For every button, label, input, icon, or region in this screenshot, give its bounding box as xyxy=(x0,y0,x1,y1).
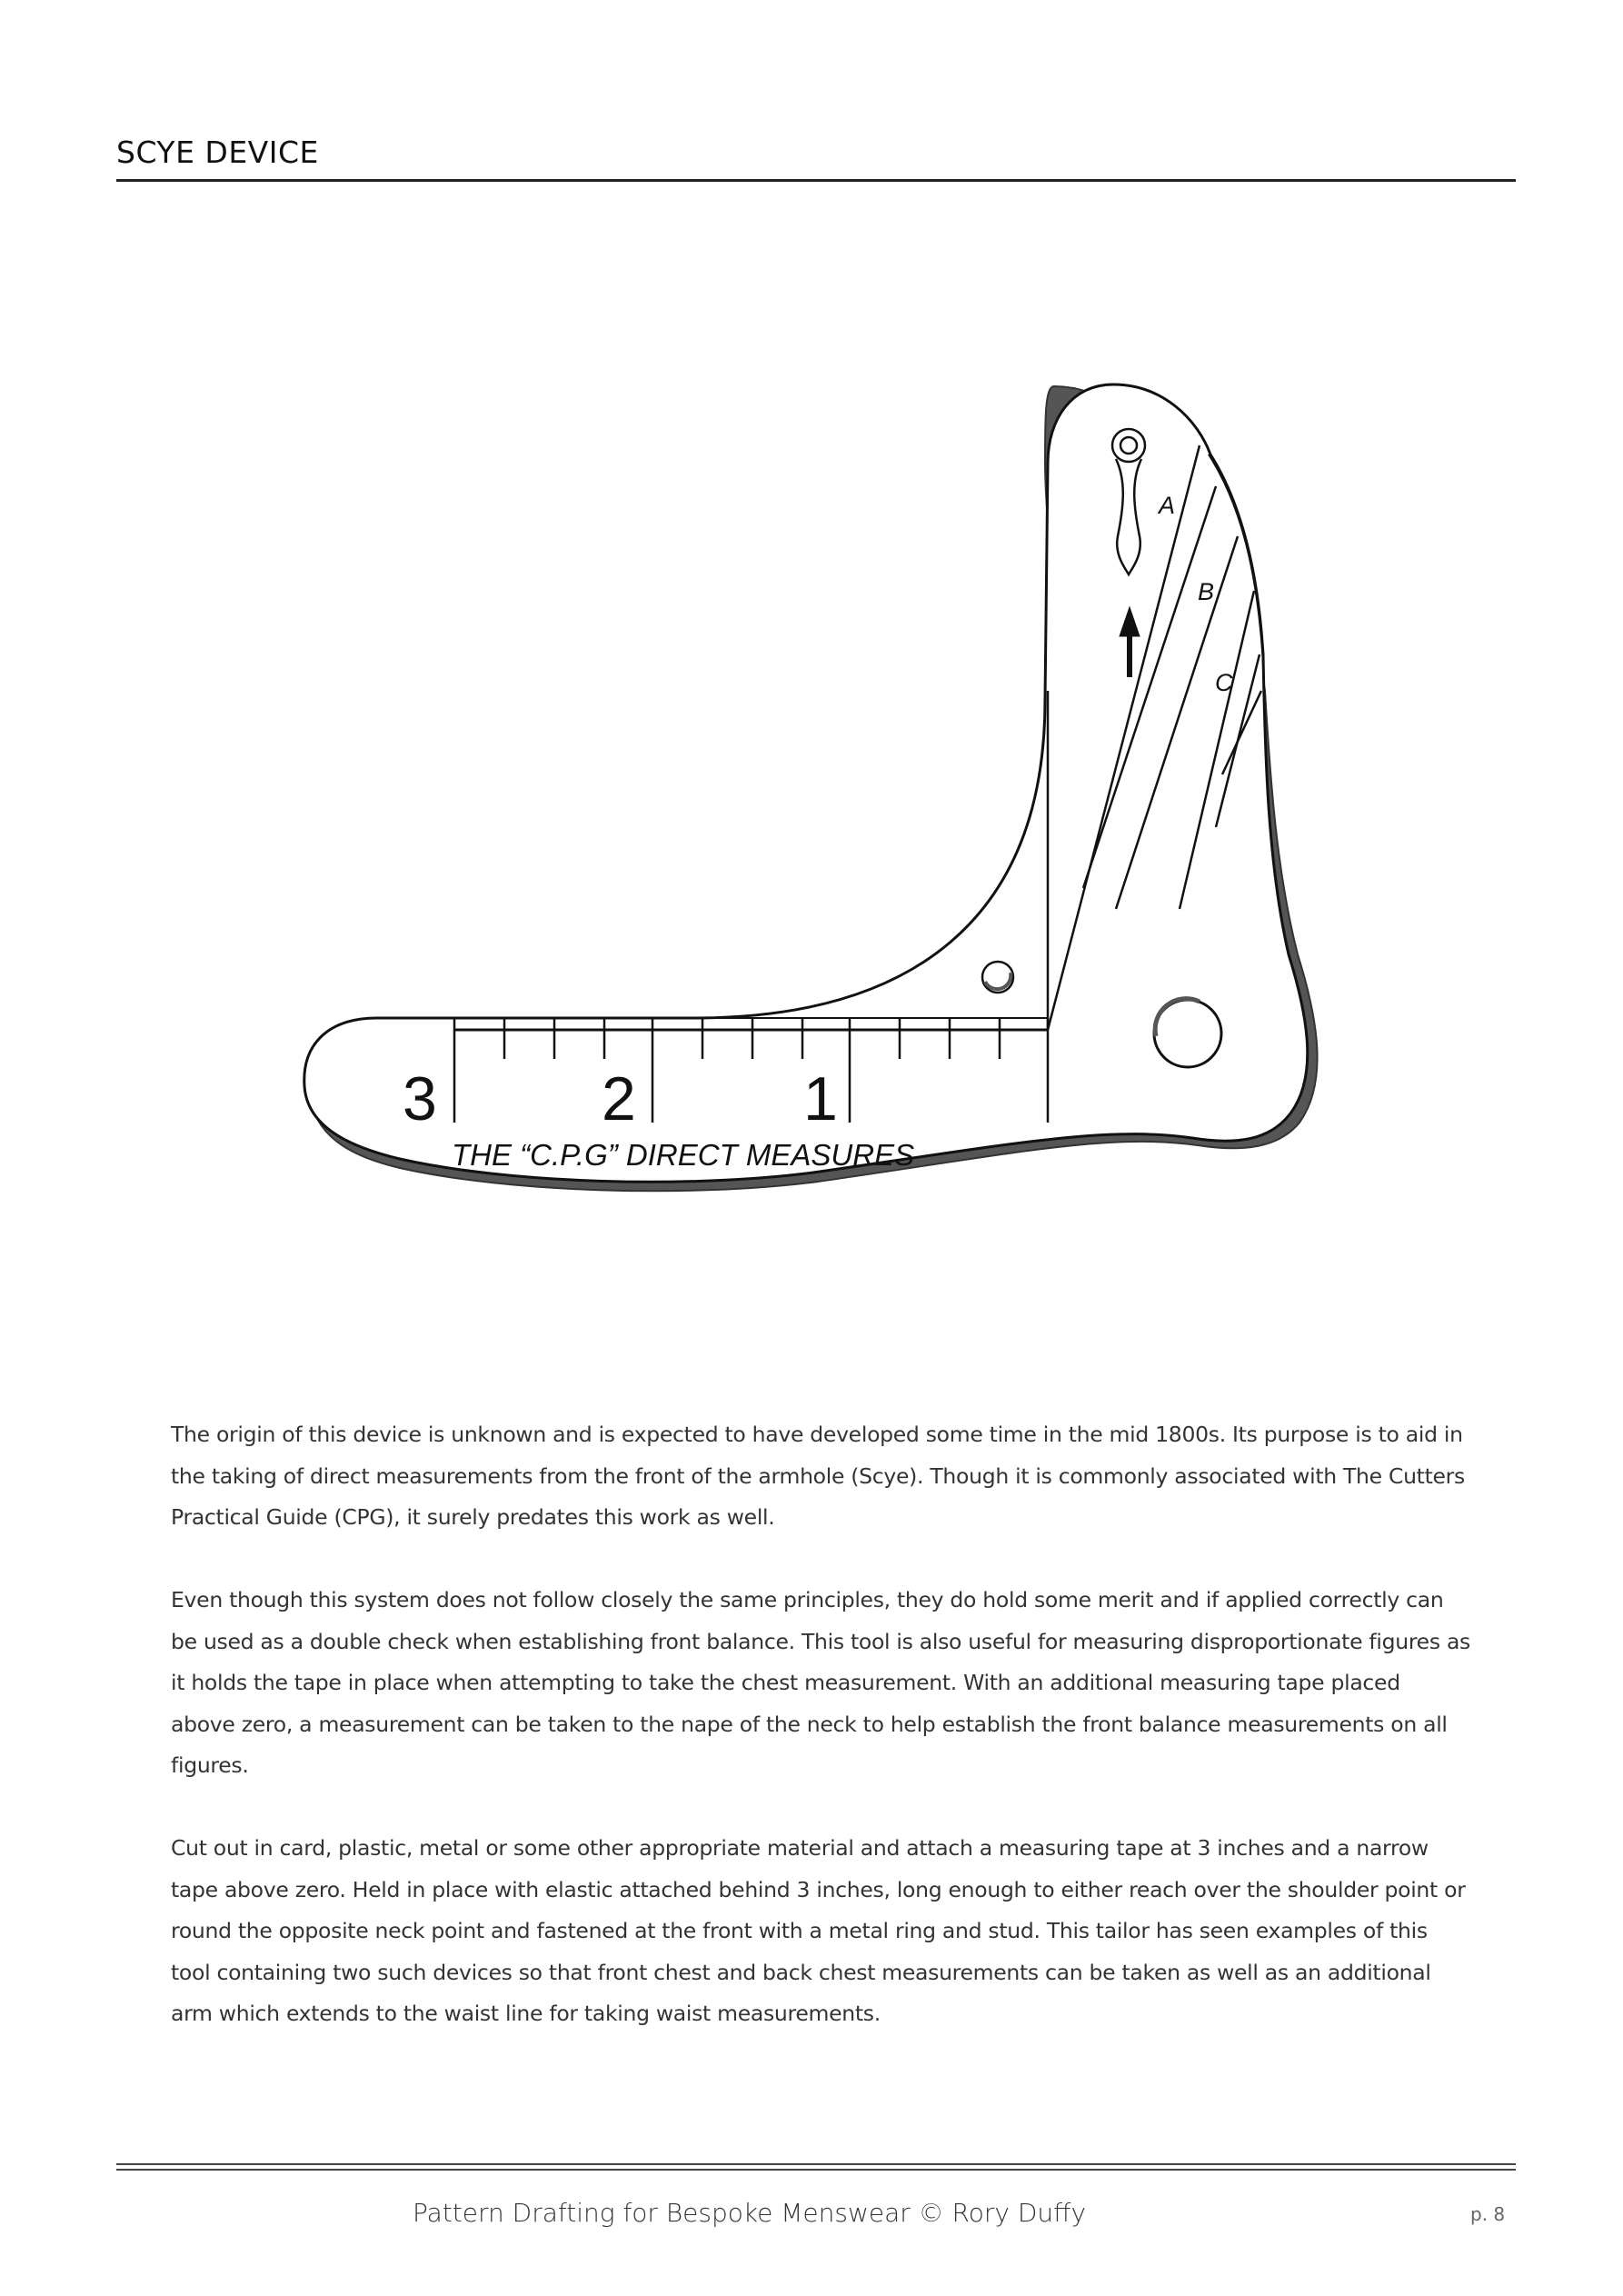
header-divider xyxy=(116,179,1516,182)
page-number: p. 8 xyxy=(1470,2203,1506,2225)
footer-divider-top xyxy=(116,2163,1516,2165)
ruler-number-2: 2 xyxy=(602,1064,636,1133)
body-text xyxy=(171,1414,1470,2076)
small-hole xyxy=(982,962,1013,993)
page-title: SCYE DEVICE xyxy=(116,135,319,170)
scye-device-illustration xyxy=(291,373,1336,1218)
device-caption: THE “C.P.G” DIRECT MEASURES xyxy=(452,1138,915,1172)
ruler-number-1: 1 xyxy=(803,1064,838,1133)
paragraph-usage: Even though this system does not follow closely the same principles, they do hold some merit and if applied correctly can be used as a double check when establishing front balance. This tool is also useful for measuring disproportionate figures as it holds the tape in place when attempting to take the chest measurement. With an additional measuring tape placed above zero, a measurement can be taken to the nape of the neck to help establish the front balance measurements on all figures. xyxy=(171,1587,1471,1778)
paragraph-construction: Cut out in card, plastic, metal or some other appropriate material and attach a measuring tape at 3 inches and a narrow tape above zero. Held in place with elastic attached behind 3 inches, long enough to either reach over the shoulder point or round the opposite neck point and fastened at the front with a metal ring and stud. This tailor has seen examples of this tool containing two such devices so that front chest and back chest measurements can be taken as well as an additional arm which extends to the waist line for taking waist measurements. xyxy=(171,1835,1466,2026)
footer-copyright: Pattern Drafting for Bespoke Menswear © Rory Duffy xyxy=(413,2198,1087,2228)
paragraph-origin: The origin of this device is unknown and is expected to have developed some time in the mid 1800s. Its purpose is to aid in the taking of direct measurements from the front of the armhole (Scye). Though it is commonly associated with The Cutters Practical Guide (CPG), it surely predates this work as well. xyxy=(171,1422,1465,1530)
label-b: B xyxy=(1198,578,1215,605)
footer-divider-bottom xyxy=(116,2169,1516,2171)
large-hole xyxy=(1154,999,1221,1067)
label-c: C xyxy=(1215,669,1233,696)
label-a: A xyxy=(1159,492,1176,519)
ruler-number-3: 3 xyxy=(403,1064,437,1133)
